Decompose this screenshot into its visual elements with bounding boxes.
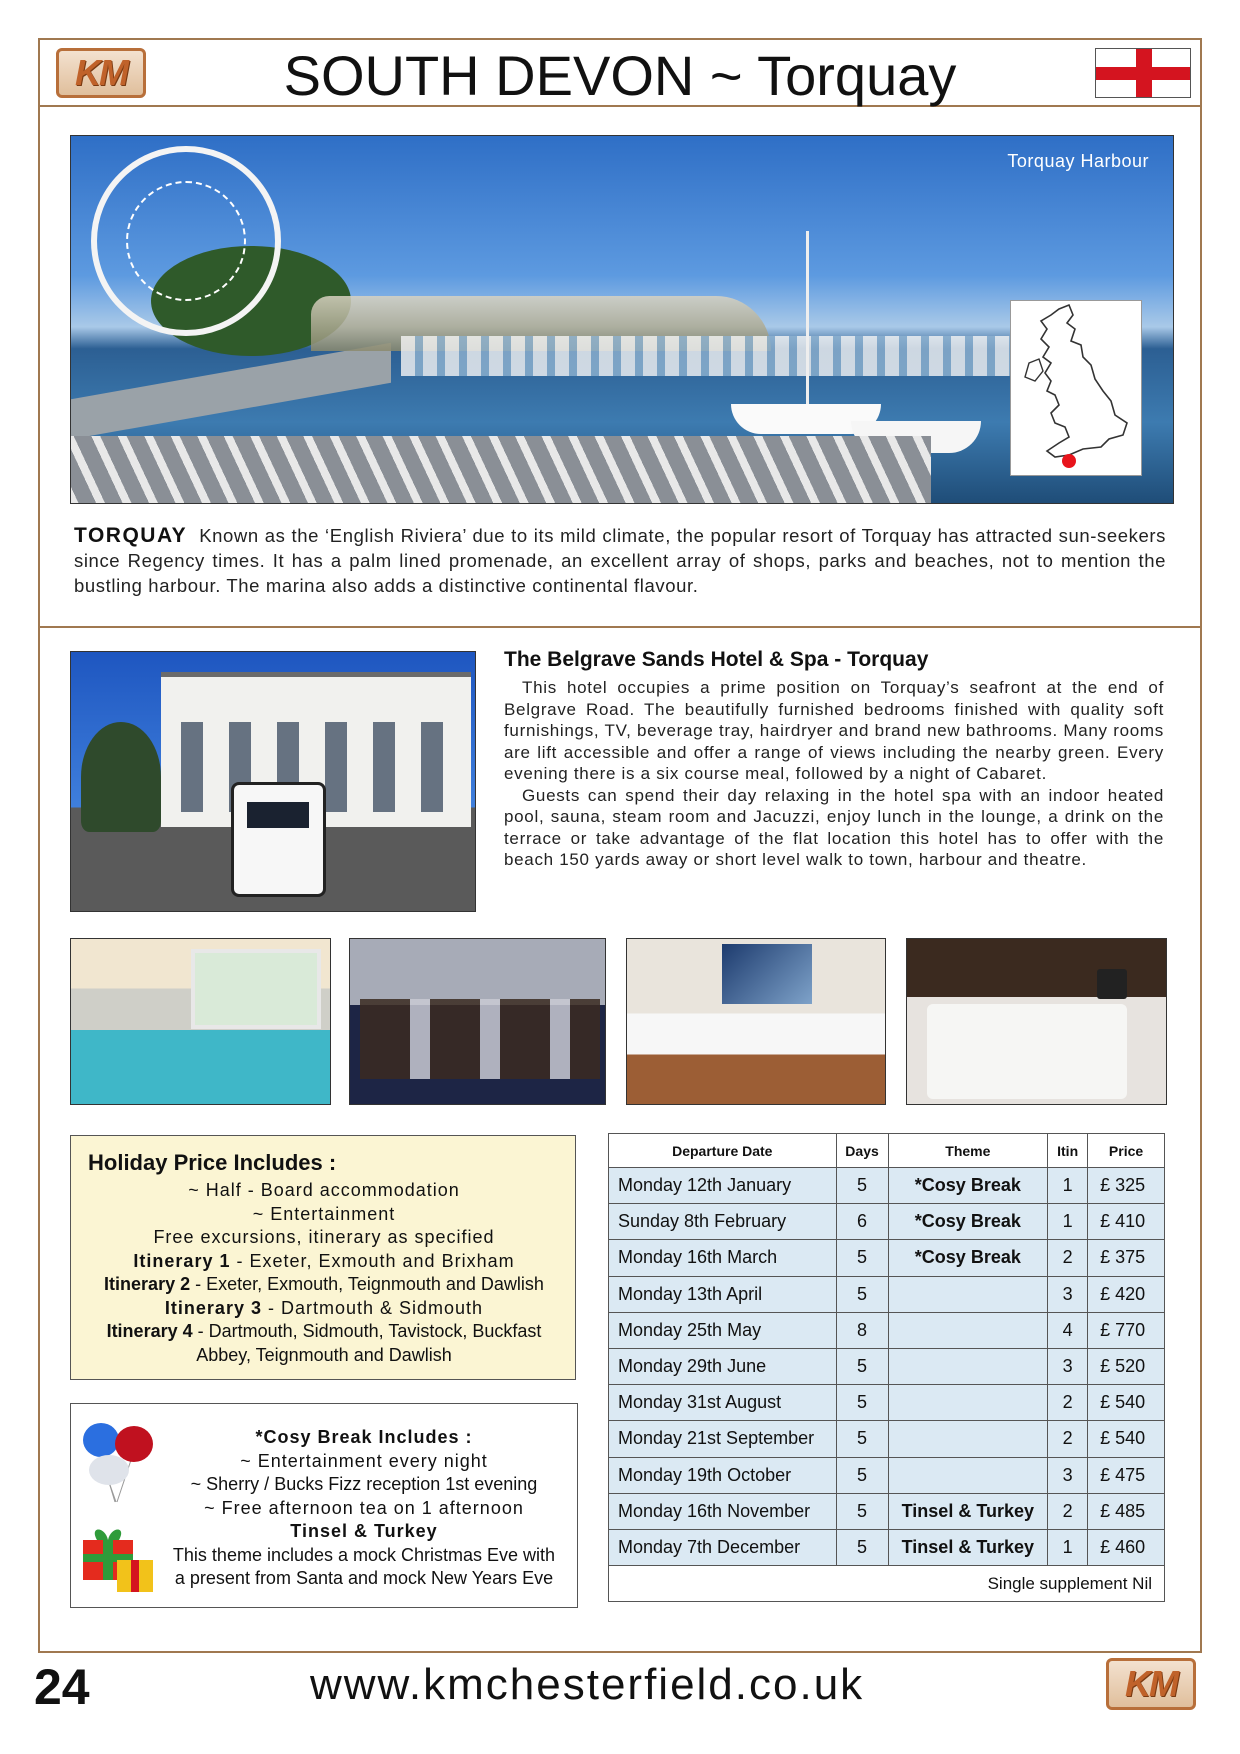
itin-cell: 1	[1048, 1168, 1088, 1204]
hotel-exterior-photo	[70, 651, 476, 912]
hotel-title: The Belgrave Sands Hotel & Spa - Torquay	[504, 648, 929, 671]
price-cell: £ 325	[1088, 1168, 1165, 1204]
includes-line: Free excursions, itinerary as specified	[153, 1227, 495, 1247]
cosy-line: ~ Free afternoon tea on 1 afternoon	[204, 1497, 524, 1518]
departure-date-cell: Monday 16th November	[609, 1493, 837, 1529]
section-divider	[38, 626, 1202, 628]
buffet-photo	[626, 938, 886, 1105]
price-cell: £ 540	[1088, 1421, 1165, 1457]
page-title: SOUTH DEVON ~ Torquay	[283, 44, 957, 107]
departure-date-cell: Monday 21st September	[609, 1421, 837, 1457]
theme-cell	[888, 1385, 1048, 1421]
intro-text: Known as the ‘English Riviera’ due to its mild climate, the popular resort of Torquay has attracted sun-seekers since Regency times. It has a palm lined promenade, an excellent array of shops, parks and beaches, not to mention the bustling harbour. The marina also adds a distinctive continental flavour.	[74, 525, 1166, 596]
page-number: 24	[34, 1659, 90, 1715]
itin-cell: 3	[1048, 1348, 1088, 1384]
departure-date-cell: Monday 29th June	[609, 1348, 837, 1384]
cosy-break-box	[70, 1403, 578, 1608]
price-cell: £ 770	[1088, 1312, 1165, 1348]
cosy-title: *Cosy Break Includes :	[255, 1427, 473, 1447]
tinsel-title: Tinsel & Turkey	[290, 1521, 438, 1541]
tinsel-line: a present from Santa and mock New Years Eve	[174, 1568, 554, 1588]
itinerary-4: Itinerary 4 - Dartmouth, Sidmouth, Tavistock, Buckfast Abbey, Teignmouth and Dawlish	[106, 1321, 542, 1365]
departure-table	[608, 1133, 1165, 1602]
uk-map-icon	[1010, 300, 1142, 476]
theme-cell: *Cosy Break	[888, 1204, 1048, 1240]
price-cell: £ 540	[1088, 1385, 1165, 1421]
website-url[interactable]: www.kmchesterfield.co.uk	[310, 1660, 865, 1709]
theme-cell	[888, 1276, 1048, 1312]
km-logo-footer: KM	[1106, 1658, 1196, 1710]
bedroom-photo	[906, 938, 1167, 1105]
days-cell: 5	[836, 1168, 888, 1204]
departure-date-cell: Monday 13th April	[609, 1276, 837, 1312]
departure-date-cell: Monday 7th December	[609, 1529, 837, 1565]
table-row	[609, 1312, 1165, 1348]
km-logo: KM	[56, 48, 146, 98]
header-itin: Itin	[1048, 1134, 1088, 1168]
includes-line: ~ Entertainment	[252, 1203, 396, 1224]
torquay-harbour-photo	[70, 135, 1174, 504]
pool-photo	[70, 938, 331, 1105]
table-footer-row	[609, 1566, 1165, 1602]
table-row	[609, 1204, 1165, 1240]
days-cell: 5	[836, 1240, 888, 1276]
price-cell: £ 375	[1088, 1240, 1165, 1276]
departure-date-cell: Monday 31st August	[609, 1385, 837, 1421]
theme-cell	[888, 1348, 1048, 1384]
price-cell: £ 475	[1088, 1457, 1165, 1493]
table-row	[609, 1493, 1165, 1529]
itin-cell: 1	[1048, 1529, 1088, 1565]
restaurant-photo	[349, 938, 606, 1105]
price-cell: £ 420	[1088, 1276, 1165, 1312]
gift-icon	[79, 1522, 157, 1594]
itinerary-2: Itinerary 2 - Exeter, Exmouth, Teignmouth and Dawlish	[104, 1274, 544, 1294]
days-cell: 5	[836, 1529, 888, 1565]
theme-cell	[888, 1457, 1048, 1493]
hotel-paragraph-1: This hotel occupies a prime position on Torquay’s seafront at the end of Belgrave Road. The beautifully furnished bedrooms finished with quality soft furnishings, TV, beverage tray, hairdryer and brand new bathrooms. Many rooms are lift accessible and offer a range of views including the nearby green. Every evening there is a six course meal, followed by a night of Cabaret.	[504, 678, 1164, 783]
departure-date-cell: Monday 16th March	[609, 1240, 837, 1276]
table-row	[609, 1276, 1165, 1312]
theme-cell: *Cosy Break	[888, 1240, 1048, 1276]
balloons-icon	[79, 1422, 159, 1504]
itin-cell: 2	[1048, 1421, 1088, 1457]
theme-cell: Tinsel & Turkey	[888, 1529, 1048, 1565]
table-row	[609, 1348, 1165, 1384]
days-cell: 5	[836, 1348, 888, 1384]
days-cell: 5	[836, 1493, 888, 1529]
hotel-paragraph-2: Guests can spend their day relaxing in the hotel spa with an indoor heated pool, sauna, steam room and Jacuzzi, enjoy lunch in the lounge, a drink on the terrace or take advantage of the flat location this hotel has to offer with the beach 150 yards away or short level walk to town, harbour and theatre.	[504, 785, 1164, 869]
map-marker-icon	[1062, 454, 1076, 468]
price-cell: £ 410	[1088, 1204, 1165, 1240]
departure-date-cell: Monday 12th January	[609, 1168, 837, 1204]
theme-cell	[888, 1312, 1048, 1348]
itin-cell: 2	[1048, 1240, 1088, 1276]
holiday-includes-box	[70, 1135, 576, 1380]
includes-title: Holiday Price Includes :	[88, 1150, 337, 1175]
price-cell: £ 485	[1088, 1493, 1165, 1529]
days-cell: 6	[836, 1204, 888, 1240]
itin-cell: 2	[1048, 1385, 1088, 1421]
intro-paragraph	[74, 523, 1166, 598]
departure-date-cell: Monday 25th May	[609, 1312, 837, 1348]
price-cell: £ 460	[1088, 1529, 1165, 1565]
departure-date-cell: Monday 19th October	[609, 1457, 837, 1493]
header-departure-date: Departure Date	[609, 1134, 837, 1168]
header-price: Price	[1088, 1134, 1165, 1168]
theme-cell: Tinsel & Turkey	[888, 1493, 1048, 1529]
table-header-row	[609, 1134, 1165, 1168]
itin-cell: 2	[1048, 1493, 1088, 1529]
table-row	[609, 1421, 1165, 1457]
table-row	[609, 1240, 1165, 1276]
theme-cell	[888, 1421, 1048, 1457]
price-cell: £ 520	[1088, 1348, 1165, 1384]
table-row	[609, 1529, 1165, 1565]
table-row	[609, 1385, 1165, 1421]
days-cell: 5	[836, 1457, 888, 1493]
days-cell: 5	[836, 1421, 888, 1457]
itin-cell: 4	[1048, 1312, 1088, 1348]
cosy-line: ~ Entertainment every night	[240, 1450, 488, 1471]
itin-cell: 3	[1048, 1457, 1088, 1493]
header-theme: Theme	[888, 1134, 1048, 1168]
itinerary-1: Itinerary 1 - Exeter, Exmouth and Brixham	[133, 1250, 515, 1271]
england-flag-icon	[1095, 48, 1191, 98]
intro-lead: TORQUAY	[74, 524, 188, 547]
days-cell: 5	[836, 1385, 888, 1421]
table-row	[609, 1168, 1165, 1204]
cosy-line: ~ Sherry / Bucks Fizz reception 1st evening	[190, 1474, 538, 1494]
includes-line: ~ Half - Board accommodation	[188, 1180, 460, 1200]
itinerary-3: Itinerary 3 - Dartmouth & Sidmouth	[164, 1297, 484, 1318]
photo-caption: Torquay Harbour	[1007, 151, 1149, 171]
table-row	[609, 1457, 1165, 1493]
days-cell: 8	[836, 1312, 888, 1348]
hotel-description	[504, 677, 1164, 871]
header-days: Days	[836, 1134, 888, 1168]
itin-cell: 3	[1048, 1276, 1088, 1312]
days-cell: 5	[836, 1276, 888, 1312]
itin-cell: 1	[1048, 1204, 1088, 1240]
tinsel-line: This theme includes a mock Christmas Eve with	[172, 1544, 556, 1565]
theme-cell: *Cosy Break	[888, 1168, 1048, 1204]
departure-date-cell: Sunday 8th February	[609, 1204, 837, 1240]
single-supplement: Single supplement Nil	[609, 1566, 1165, 1602]
